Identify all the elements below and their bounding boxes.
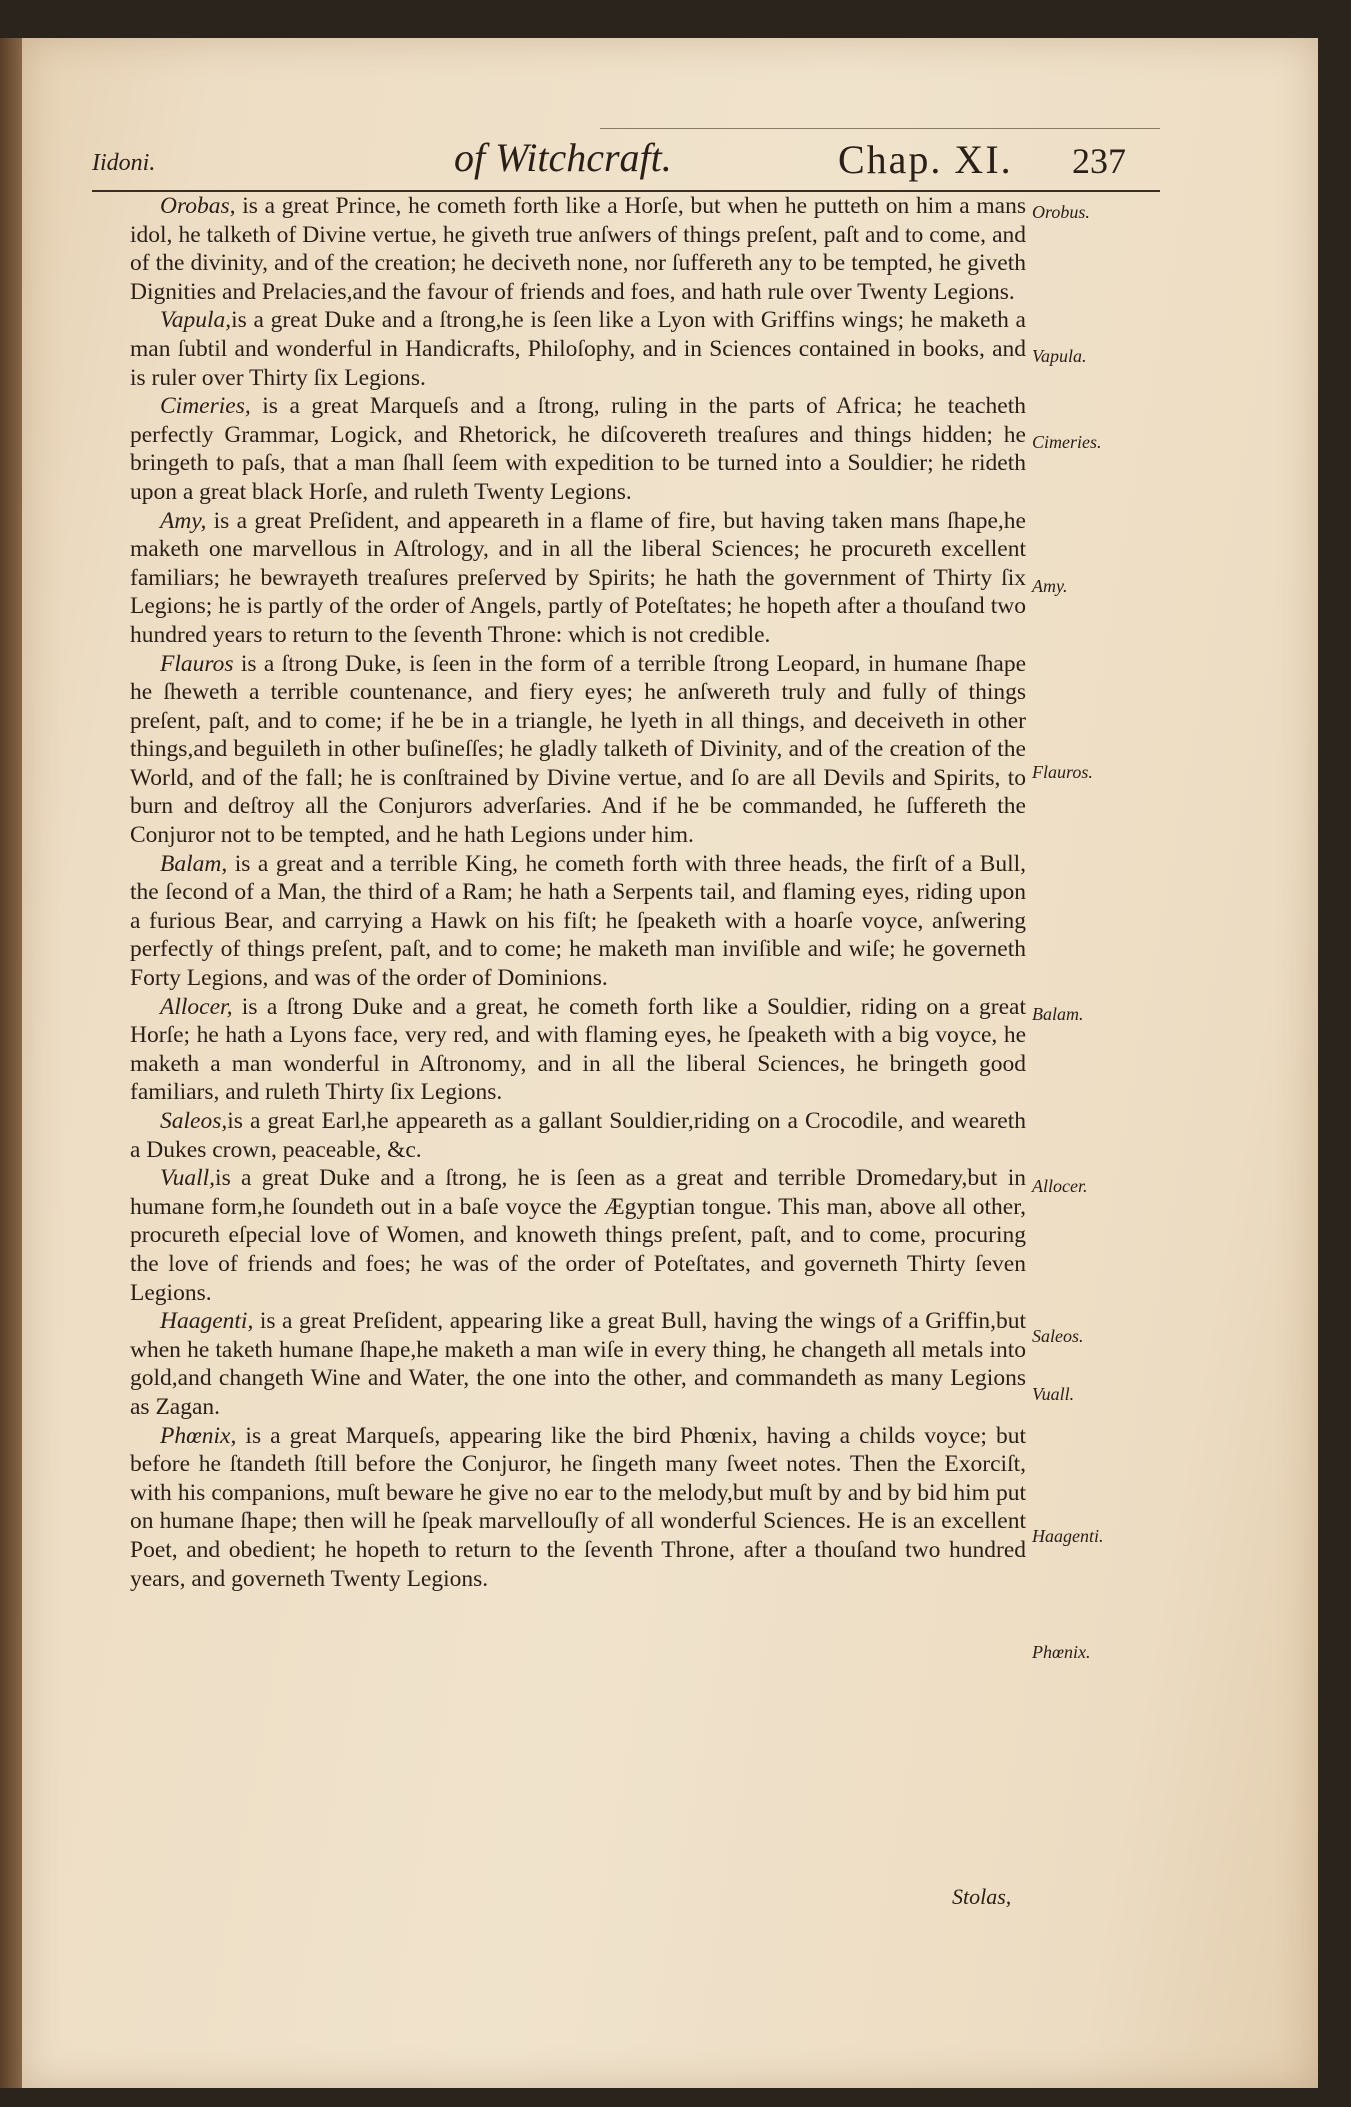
margin-note: Amy. bbox=[1032, 576, 1068, 596]
entry-vuall bbox=[130, 1164, 1026, 1307]
entry-haagenti bbox=[130, 1307, 1026, 1421]
entry-text: is a great and a terrible King, he cometh forth with three heads, the firſt of a Bull, the ſecond of a Man, the third of a Ram; he hath a Serpents tail, and flaming eyes, riding upon a furious Bear, and carrying a Hawk on his fiſt; he ſpeaketh with a hoarſe voyce, anſwering perfectly of things preſent, paſt, and to come; he maketh man inviſible and wiſe; he governeth Forty Legions, and was of the order of Dominions. bbox=[130, 850, 1026, 992]
catchword: Stolas, bbox=[952, 1884, 1012, 1909]
entry-name: Saleos, bbox=[160, 1108, 228, 1134]
margin-note: Vuall. bbox=[1032, 1384, 1075, 1404]
entry-name: Phœnix, bbox=[160, 1422, 237, 1449]
entry-name: Cimeries, bbox=[160, 393, 251, 420]
entry-name: Balam, bbox=[160, 850, 228, 877]
entry-name: Vuall, bbox=[160, 1165, 216, 1192]
entry-text: is a ſtrong Duke, is ſeen in the form of a terrible ſtrong Leopard, in humane ſhape he ſheweth a terrible countenance, and fiery eyes; he anſwereth truly and fully of things preſent, paſt, and to come; if he be in a triangle, he lyeth in all things, and deceiveth in other things,and beguileth in other buſineſſes; he gladly talketh of Divinity, and of the creation of the World, and of the fall; he is conſtrained by Divine vertue, and ſo are all Devils and Spirits, to burn and deſtroy all the Conjurors adverſaries. And if he be commanded, he ſuffereth the Conjuror not to be tempted, and he hath Legions under him. bbox=[130, 650, 1026, 849]
entry-orobas bbox=[130, 192, 1026, 306]
entry-vapula bbox=[130, 306, 1026, 392]
header-title: of Witchcraft. bbox=[454, 135, 672, 180]
entry-cimeries bbox=[130, 392, 1026, 506]
entry-text: is a great Prince, he cometh forth like a Horſe, but when he putteth on him a mans idol, he talketh of Divine vertue, he giveth true anſwers of things preſent, paſt and to come, and of the divinity, and of the creation; he deciveth none, nor ſuffereth any to be tempted, he giveth Dignities and Prelacies,and the favour of friends and foes, and hath rule over Twenty Legions. bbox=[130, 193, 1026, 305]
entry-flauros bbox=[130, 650, 1026, 850]
entry-text: is a ſtrong Duke and a great, he cometh forth like a Souldier, riding on a great Horſe; he hath a Lyons face, very red, and with flaming eyes, he ſpeaketh with a big voyce, he maketh a man wonderful in Aſtronomy, and in all the liberal Sciences, he bringeth good familiars, and ruleth Thirty ſix Legions. bbox=[130, 993, 1026, 1106]
margin-note: Phœnix. bbox=[1032, 1642, 1091, 1662]
top-faint-rule bbox=[600, 128, 1160, 129]
margin-note: Orobus. bbox=[1032, 202, 1090, 222]
entry-name: Allocer, bbox=[160, 993, 233, 1020]
entry-text: is a great Preſident, appearing like a great Bull, having the wings of a Griffin,but when he taketh humane ſhape,he maketh a man wiſe in every thing, he changeth all metals into gold,and changeth Wine and Water, the one into the other, and commandeth as many Legions as Zagan. bbox=[130, 1308, 1026, 1420]
entry-name: Haagenti, bbox=[160, 1308, 254, 1335]
running-header bbox=[92, 135, 1140, 186]
margin-note: Cimeries. bbox=[1032, 432, 1102, 452]
entry-phoenix bbox=[130, 1422, 1026, 1594]
entry-text: is a great Duke and a ſtrong, he is ſeen as a great and terrible Dromedary,but in humane form,he ſoundeth out in a baſe voyce the Ægyptian tongue. This man, above all other, procureth eſpecial love of Women, and knoweth things preſent, paſt, and to come, procuring the love of friends and foes; he was of the order of Poteſtates, and governeth Thirty ſeven Legions. bbox=[130, 1165, 1026, 1306]
page-number: 237 bbox=[1072, 141, 1126, 181]
margin-note: Saleos. bbox=[1032, 1326, 1084, 1346]
header-left-word: Iidoni. bbox=[92, 150, 156, 176]
margin-note: Vapula. bbox=[1032, 346, 1087, 366]
entry-text: is a great Duke and a ſtrong,he is ſeen like a Lyon with Griffins wings; he maketh a man ſubtil and wonderful in Handicrafts, Philoſophy, and in Sciences contained in books, and is ruler over Thirty ſix Legions. bbox=[130, 307, 1026, 391]
margin-note: Allocer. bbox=[1032, 1176, 1088, 1196]
entry-text: is a great Marqueſs, appearing like the bird Phœnix, having a childs voyce; but before he ſtandeth ſtill before the Conjuror, he ſingeth many ſweet notes. Then the Exorciſt, with his companions, muſt beware he give no ear to the melody,but muſt by and by bid him put on humane ſhape; then will he ſpeak marvellouſly of all wonderful Sciences. He is an excellent Poet, and obedient; he hopeth to return to the ſeventh Throne, after a thouſand two hundred years, and governeth Twenty Legions. bbox=[130, 1422, 1026, 1592]
margin-note: Flauros. bbox=[1032, 762, 1093, 782]
body-text bbox=[130, 192, 1026, 1593]
entry-text: is a great Marqueſs and a ſtrong, ruling in the parts of Africa; he teacheth perfectly Grammar, Logick, and Rhetorick, he diſcovereth treaſures and things hidden; he bringeth to paſs, that a man ſhall ſeem with expedition to be turned into a Souldier; he rideth upon a great black Horſe, and ruleth Twenty Legions. bbox=[130, 393, 1026, 505]
entry-saleos bbox=[130, 1107, 1026, 1164]
entry-amy bbox=[130, 507, 1026, 650]
entry-name: Orobas, bbox=[160, 193, 236, 219]
margin-note: Haagenti. bbox=[1032, 1526, 1104, 1546]
entry-text: is a great Preſident, and appeareth in a flame of fire, but having taken mans ſhape,he maketh one marvellous in Aſtrology, and in all the liberal Sciences; he procureth excellent familiars; he bewrayeth treaſures preſerved by Spirits; he hath the government of Thirty ſix Legions; he is partly of the order of Angels, partly of Poteſtates; he hopeth after a thouſand two hundred years to return to the ſeventh Throne: which is not credible. bbox=[130, 507, 1026, 648]
entry-text: is a great Earl,he appeareth as a gallant Souldier,riding on a Crocodile, and weareth a Dukes crown, peaceable, &c. bbox=[130, 1108, 1026, 1163]
entry-name: Amy, bbox=[160, 507, 207, 534]
header-chapter: Chap. XI. bbox=[838, 137, 1013, 182]
margin-note: Balam. bbox=[1032, 1004, 1084, 1024]
entry-allocer bbox=[130, 993, 1026, 1107]
entry-balam bbox=[130, 850, 1026, 993]
entry-name: Vapula, bbox=[160, 307, 232, 334]
entry-name: Flauros bbox=[160, 650, 234, 677]
